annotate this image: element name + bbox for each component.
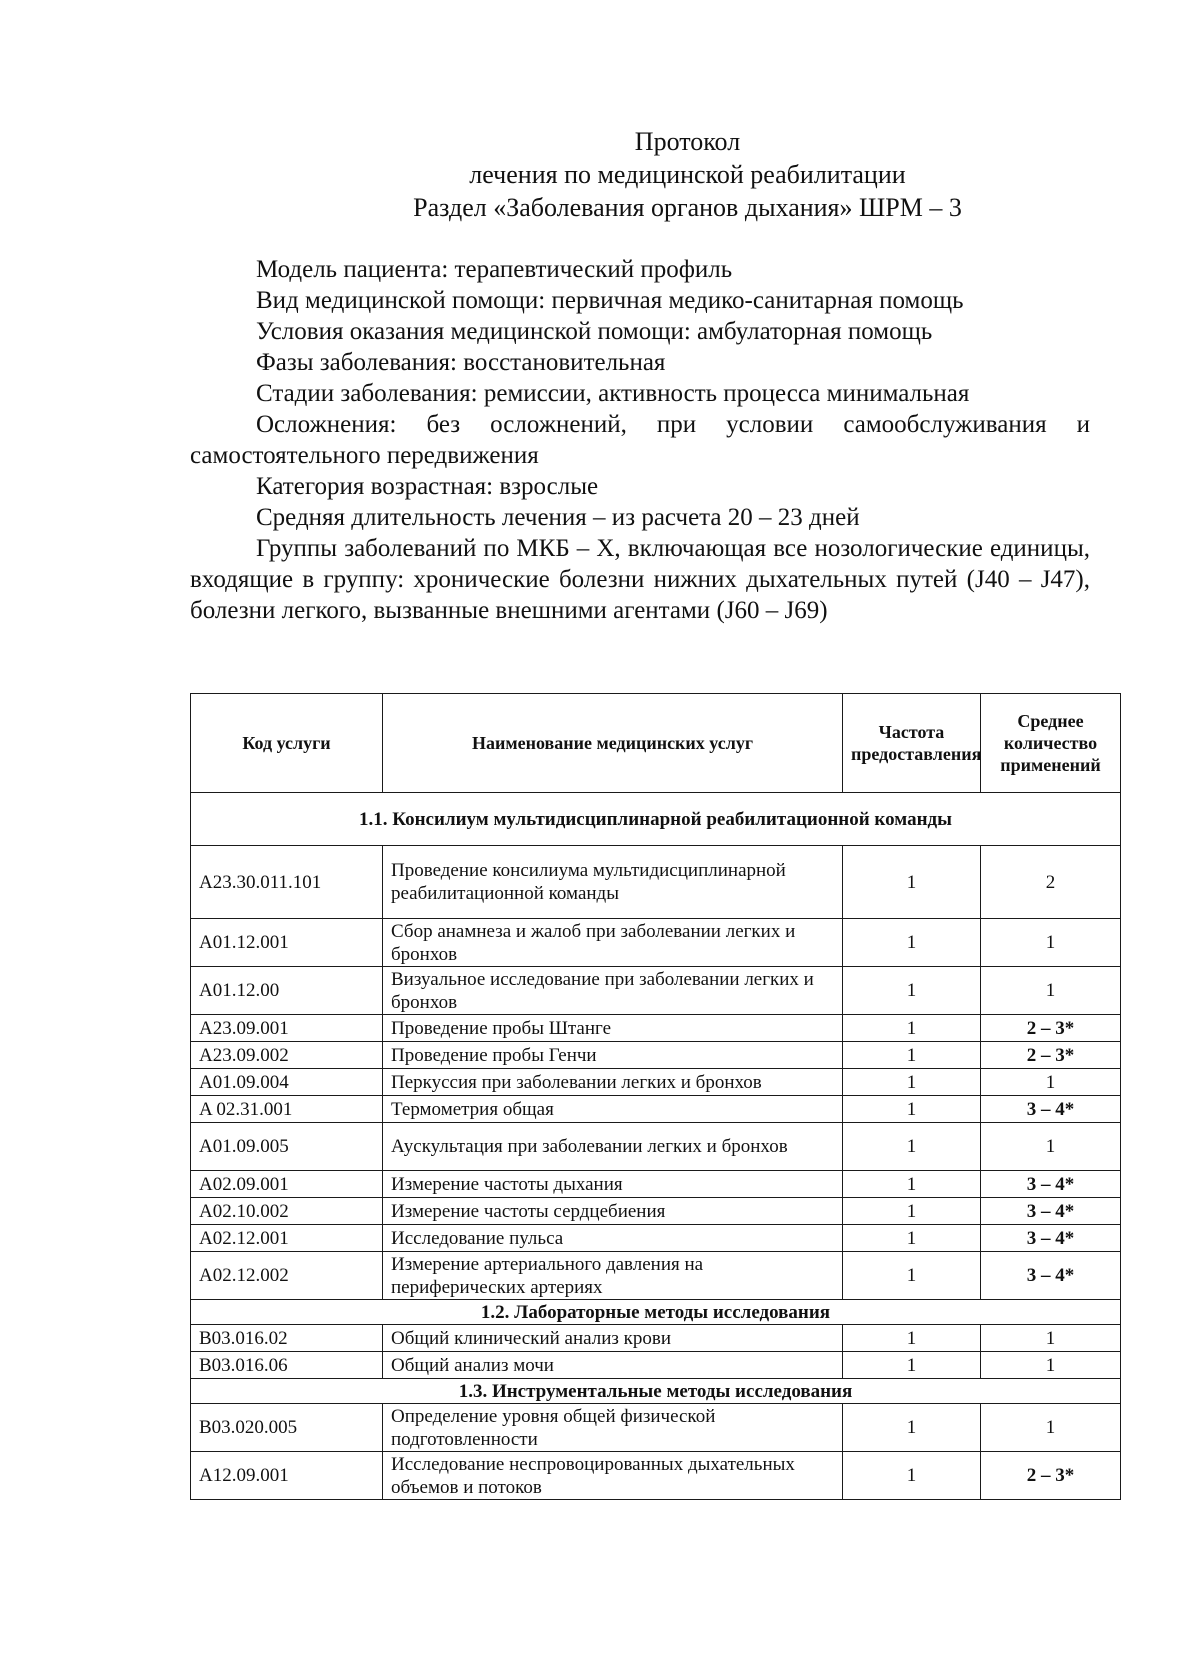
header-code: Код услуги [191,694,383,793]
service-code: A02.12.002 [191,1252,383,1300]
service-code: A01.09.005 [191,1123,383,1171]
table-row [191,1325,1121,1352]
service-name: Проведение консилиума мультидисциплинарной реабилитационной команды [383,846,843,919]
service-frequency: 1 [843,1015,981,1042]
service-count: 3 – 4* [981,1198,1121,1225]
care-type: Вид медицинской помощи: первичная медико-санитарная помощь [256,287,964,314]
service-count: 1 [981,1404,1121,1452]
service-code: B03.020.005 [191,1404,383,1452]
service-count: 3 – 4* [981,1252,1121,1300]
service-code: A02.09.001 [191,1171,383,1198]
service-name: Проведение пробы Штанге [383,1015,843,1042]
table-row [191,1452,1121,1500]
service-code: A23.09.001 [191,1015,383,1042]
service-frequency: 1 [843,1069,981,1096]
disease-stage: Стадии заболевания: ремиссии, активность процесса минимальная [256,380,970,407]
disease-phase: Фазы заболевания: восстановительная [256,349,666,376]
section-row [191,1379,1121,1404]
service-frequency: 1 [843,1225,981,1252]
service-frequency: 1 [843,919,981,967]
document-title [0,125,1200,224]
table-row [191,1252,1121,1300]
service-code: A01.12.00 [191,967,383,1015]
header-count: Среднее количество применений [981,694,1121,793]
service-name: Аускультация при заболевании легких и бронхов [383,1123,843,1171]
section-title: 1.1. Консилиум мультидисциплинарной реабилитационной команды [191,793,1121,846]
service-code: A01.12.001 [191,919,383,967]
service-count: 3 – 4* [981,1171,1121,1198]
section-row [191,1300,1121,1325]
table-header-row [191,694,1121,793]
service-name: Исследование неспровоцированных дыхательных объемов и потоков [383,1452,843,1500]
service-name: Сбор анамнеза и жалоб при заболевании легких и бронхов [383,919,843,967]
service-frequency: 1 [843,1198,981,1225]
service-count: 1 [981,1069,1121,1096]
service-name: Измерение частоты сердцебиения [383,1198,843,1225]
title-section: Раздел «Заболевания органов дыхания» ШРМ – 3 [413,193,962,222]
service-code: A 02.31.001 [191,1096,383,1123]
header-frequency: Частота предоставления [843,694,981,793]
protocol-metadata [190,254,1090,626]
service-count: 2 – 3* [981,1452,1121,1500]
service-frequency: 1 [843,967,981,1015]
service-name: Определение уровня общей физической подготовленности [383,1404,843,1452]
table-row [191,1225,1121,1252]
table-row [191,1069,1121,1096]
service-count: 1 [981,1123,1121,1171]
age-category: Категория возрастная: взрослые [256,473,599,500]
service-count: 1 [981,1352,1121,1379]
service-frequency: 1 [843,1325,981,1352]
table-row [191,1123,1121,1171]
service-name: Визуальное исследование при заболевании легких и бронхов [383,967,843,1015]
complications: Осложнения: без осложнений, при условии самообслуживания и самостоятельного передвижения [190,411,1090,469]
care-conditions: Условия оказания медицинской помощи: амбулаторная помощь [256,318,933,345]
table-row [191,1404,1121,1452]
service-count: 2 – 3* [981,1015,1121,1042]
service-count: 1 [981,967,1121,1015]
service-code: B03.016.06 [191,1352,383,1379]
table-row [191,1171,1121,1198]
service-code: A01.09.004 [191,1069,383,1096]
service-code: A23.30.011.101 [191,846,383,919]
service-code: A02.10.002 [191,1198,383,1225]
service-name: Перкуссия при заболевании легких и бронхов [383,1069,843,1096]
header-name: Наименование медицинских услуг [383,694,843,793]
service-name: Общий клинический анализ крови [383,1325,843,1352]
service-code: A12.09.001 [191,1452,383,1500]
service-name: Измерение частоты дыхания [383,1171,843,1198]
service-count: 1 [981,1325,1121,1352]
service-count: 3 – 4* [981,1225,1121,1252]
table-row [191,919,1121,967]
table-row [191,1096,1121,1123]
table-row [191,1352,1121,1379]
title-protocol: Протокол [634,127,741,156]
service-frequency: 1 [843,1096,981,1123]
service-name: Исследование пульса [383,1225,843,1252]
service-code: A23.09.002 [191,1042,383,1069]
service-code: A02.12.001 [191,1225,383,1252]
service-frequency: 1 [843,1123,981,1171]
service-frequency: 1 [843,1042,981,1069]
service-frequency: 1 [843,846,981,919]
service-count: 2 – 3* [981,1042,1121,1069]
table-row [191,1198,1121,1225]
service-count: 3 – 4* [981,1096,1121,1123]
service-count: 1 [981,919,1121,967]
service-name: Термометрия общая [383,1096,843,1123]
table-row [191,1042,1121,1069]
service-code: B03.016.02 [191,1325,383,1352]
service-frequency: 1 [843,1452,981,1500]
section-title: 1.3. Инструментальные методы исследования [191,1379,1121,1404]
service-frequency: 1 [843,1404,981,1452]
service-name: Измерение артериального давления на периферических артериях [383,1252,843,1300]
service-name: Проведение пробы Генчи [383,1042,843,1069]
treatment-duration: Средняя длительность лечения – из расчета 20 – 23 дней [256,504,860,531]
title-subject: лечения по медицинской реабилитации [469,160,906,189]
patient-model: Модель пациента: терапевтический профиль [256,256,733,283]
section-row [191,793,1121,846]
service-frequency: 1 [843,1171,981,1198]
service-name: Общий анализ мочи [383,1352,843,1379]
table-row [191,1015,1121,1042]
service-frequency: 1 [843,1352,981,1379]
icd-groups: Группы заболеваний по МКБ – X, включающая все нозологические единицы, входящие в группу: хронические болезни нижних дыхательных путей (J40 – J47), болезни легкого, вызванные внешними агентами (J60 – J69) [190,535,1090,624]
section-title: 1.2. Лабораторные методы исследования [191,1300,1121,1325]
service-count: 2 [981,846,1121,919]
service-frequency: 1 [843,1252,981,1300]
table-row [191,846,1121,919]
services-table [190,693,1121,1500]
table-row [191,967,1121,1015]
